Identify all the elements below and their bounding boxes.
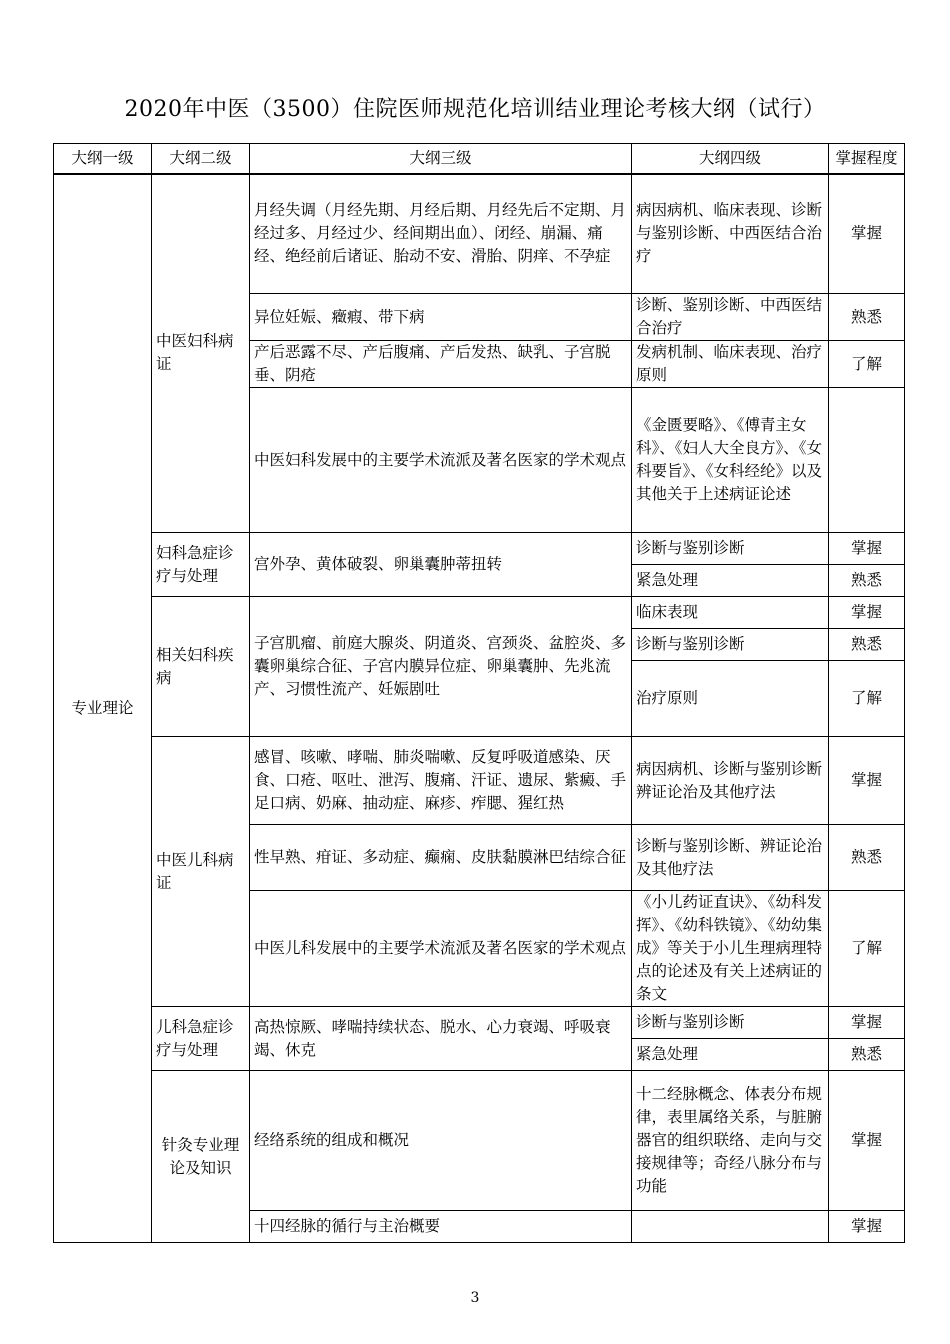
level3-cell: 中医儿科发展中的主要学术流派及著名医家的学术观点 <box>250 891 632 1007</box>
mastery-cell: 掌握 <box>829 597 905 629</box>
level3-cell: 产后恶露不尽、产后腹痛、产后发热、缺乳、子宫脱垂、阴疮 <box>250 341 632 388</box>
level1-cell: 专业理论 <box>54 174 152 1243</box>
table-row <box>54 597 905 629</box>
level4-cell: 紧急处理 <box>632 1039 829 1071</box>
mastery-cell: 了解 <box>829 891 905 1007</box>
level3-cell: 异位妊娠、癥瘕、带下病 <box>250 294 632 341</box>
header-level1: 大纲一级 <box>54 144 152 174</box>
mastery-cell: 掌握 <box>829 533 905 565</box>
level2-cell: 针灸专业理论及知识 <box>152 1071 250 1243</box>
level2-cell: 中医儿科病证 <box>152 737 250 1007</box>
level4-cell: 病因病机、诊断与鉴别诊断辨证论治及其他疗法 <box>632 737 829 825</box>
mastery-cell: 掌握 <box>829 1071 905 1211</box>
mastery-cell: 了解 <box>829 341 905 388</box>
mastery-cell <box>829 388 905 533</box>
table-row <box>54 533 905 565</box>
outline-table <box>53 143 905 1243</box>
level4-cell: 临床表现 <box>632 597 829 629</box>
level4-cell: 病因病机、临床表现、诊断与鉴别诊断、中西医结合治疗 <box>632 174 829 294</box>
table-row <box>54 1071 905 1211</box>
table-row <box>54 1007 905 1039</box>
mastery-cell: 熟悉 <box>829 825 905 891</box>
level4-cell: 发病机制、临床表现、治疗原则 <box>632 341 829 388</box>
mastery-cell: 熟悉 <box>829 565 905 597</box>
level4-cell: 十二经脉概念、体表分布规律，表里属络关系，与脏腑器官的组织联络、走向与交接规律等；奇经八脉分布与功能 <box>632 1071 829 1211</box>
level2-cell: 相关妇科疾病 <box>152 597 250 737</box>
mastery-cell: 掌握 <box>829 174 905 294</box>
level2-cell: 儿科急症诊疗与处理 <box>152 1007 250 1071</box>
level4-cell: 诊断与鉴别诊断 <box>632 1007 829 1039</box>
level2-cell: 妇科急症诊疗与处理 <box>152 533 250 597</box>
level4-cell: 《小儿药证直诀》、《幼科发挥》、《幼科铁镜》、《幼幼集成》等关于小儿生理病理特点的论述及有关上述病证的条文 <box>632 891 829 1007</box>
mastery-cell: 掌握 <box>829 1007 905 1039</box>
table-row <box>54 174 905 294</box>
mastery-cell: 熟悉 <box>829 1039 905 1071</box>
level3-cell: 十四经脉的循行与主治概要 <box>250 1211 632 1243</box>
page-number: 3 <box>470 1290 480 1306</box>
header-row <box>54 144 905 174</box>
header-level2: 大纲二级 <box>152 144 250 174</box>
level3-cell: 宫外孕、黄体破裂、卵巢囊肿蒂扭转 <box>250 533 632 597</box>
table-row <box>54 737 905 825</box>
level4-cell: 治疗原则 <box>632 661 829 737</box>
level4-cell: 诊断与鉴别诊断 <box>632 629 829 661</box>
header-level3: 大纲三级 <box>250 144 632 174</box>
mastery-cell: 了解 <box>829 661 905 737</box>
level3-cell: 中医妇科发展中的主要学术流派及著名医家的学术观点 <box>250 388 632 533</box>
header-mastery: 掌握程度 <box>829 144 905 174</box>
level4-cell: 诊断与鉴别诊断、辨证论治及其他疗法 <box>632 825 829 891</box>
level3-cell: 月经失调（月经先期、月经后期、月经先后不定期、月经过多、月经过少、经间期出血）、闭经、崩漏、痛经、绝经前后诸证、胎动不安、滑胎、阴痒、不孕症 <box>250 174 632 294</box>
level4-cell <box>632 1211 829 1243</box>
mastery-cell: 掌握 <box>829 1211 905 1243</box>
level4-cell: 诊断与鉴别诊断 <box>632 533 829 565</box>
header-level4: 大纲四级 <box>632 144 829 174</box>
level3-cell: 经络系统的组成和概况 <box>250 1071 632 1211</box>
level3-cell: 高热惊厥、哮喘持续状态、脱水、心力衰竭、呼吸衰竭、休克 <box>250 1007 632 1071</box>
level3-cell: 性早熟、疳证、多动症、癫痫、皮肤黏膜淋巴结综合征 <box>250 825 632 891</box>
level3-cell: 感冒、咳嗽、哮喘、肺炎喘嗽、反复呼吸道感染、厌食、口疮、呕吐、泄泻、腹痛、汗证、遗尿、紫癜、手足口病、奶麻、抽动症、麻疹、痄腮、猩红热 <box>250 737 632 825</box>
mastery-cell: 掌握 <box>829 737 905 825</box>
level4-cell: 《金匮要略》、《傅青主女科》、《妇人大全良方》、《女科要旨》、《女科经纶》以及其他关于上述病证论述 <box>632 388 829 533</box>
mastery-cell: 熟悉 <box>829 629 905 661</box>
level2-cell: 中医妇科病证 <box>152 174 250 533</box>
level3-cell: 子宫肌瘤、前庭大腺炎、阴道炎、宫颈炎、盆腔炎、多囊卵巢综合征、子宫内膜异位症、卵巢囊肿、先兆流产、习惯性流产、妊娠剧吐 <box>250 597 632 737</box>
level4-cell: 紧急处理 <box>632 565 829 597</box>
mastery-cell: 熟悉 <box>829 294 905 341</box>
level4-cell: 诊断、鉴别诊断、中西医结合治疗 <box>632 294 829 341</box>
page-title: 2020年中医（3500）住院医师规范化培训结业理论考核大纲（试行） <box>124 97 826 122</box>
